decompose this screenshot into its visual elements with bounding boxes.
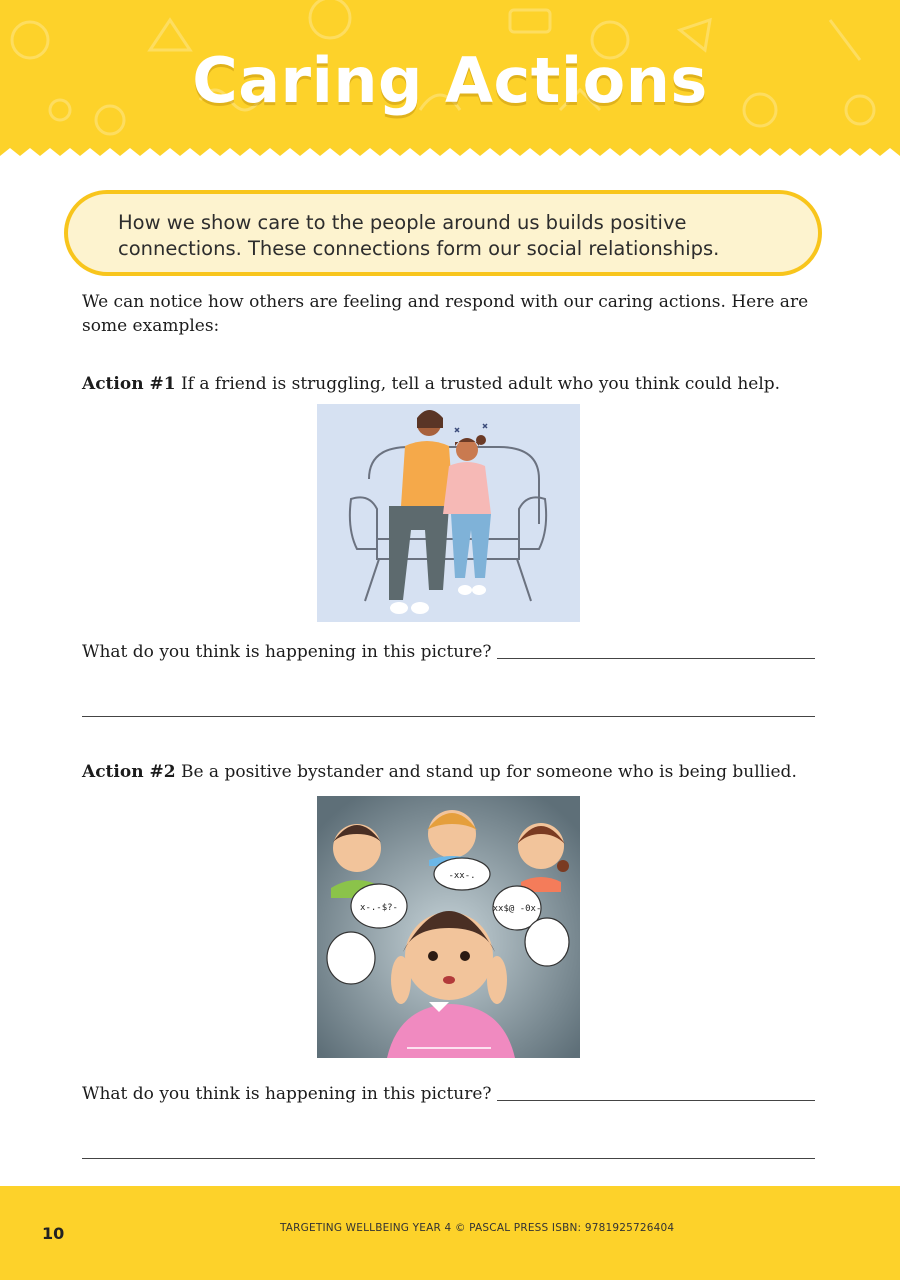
question-2: What do you think is happening in this picture? [82, 1084, 492, 1104]
page-number: 10 [42, 1224, 65, 1243]
action-1-text: If a friend is struggling, tell a trusted adult who you think could help. [180, 374, 781, 394]
speech-bubble-5 [525, 918, 569, 966]
copyright-credit: TARGETING WELLBEING YEAR 4 © PASCAL PRESS ISBN: 9781925726404 [280, 1222, 675, 1234]
footer-band [0, 1186, 900, 1280]
bubble-text-1: x-.-$?- [360, 903, 398, 913]
zigzag-edge [0, 148, 900, 160]
action-1-label: Action #1 [82, 374, 176, 394]
lead-paragraph: We can notice how others are feeling and respond with our caring actions. Here are some examples: [82, 292, 809, 336]
illustration-trusted-adult [317, 404, 580, 622]
answer-line-2a[interactable] [497, 1100, 815, 1101]
action-1-line [82, 372, 842, 396]
illustration-bystander [317, 796, 580, 1058]
question-1: What do you think is happening in this picture? [82, 642, 492, 662]
intro-text: How we show care to the people around us builds positive connections. These connections form our social relationships. [118, 211, 720, 260]
action-2-text: Be a positive bystander and stand up for someone who is being bullied. [180, 762, 797, 782]
bubble-text-2: -xx-. [448, 871, 476, 881]
header-banner [0, 0, 900, 160]
speech-bubble-4 [327, 932, 375, 984]
action-2-label: Action #2 [82, 762, 176, 782]
intro-callout [64, 190, 822, 276]
action-2-line [82, 760, 842, 784]
answer-line-1b[interactable] [82, 716, 815, 717]
answer-line-2b[interactable] [82, 1158, 815, 1159]
answer-line-1a[interactable] [497, 658, 815, 659]
bubble-text-3: xx$@ -0x- [492, 904, 542, 914]
page-title: Caring Actions [192, 44, 708, 117]
